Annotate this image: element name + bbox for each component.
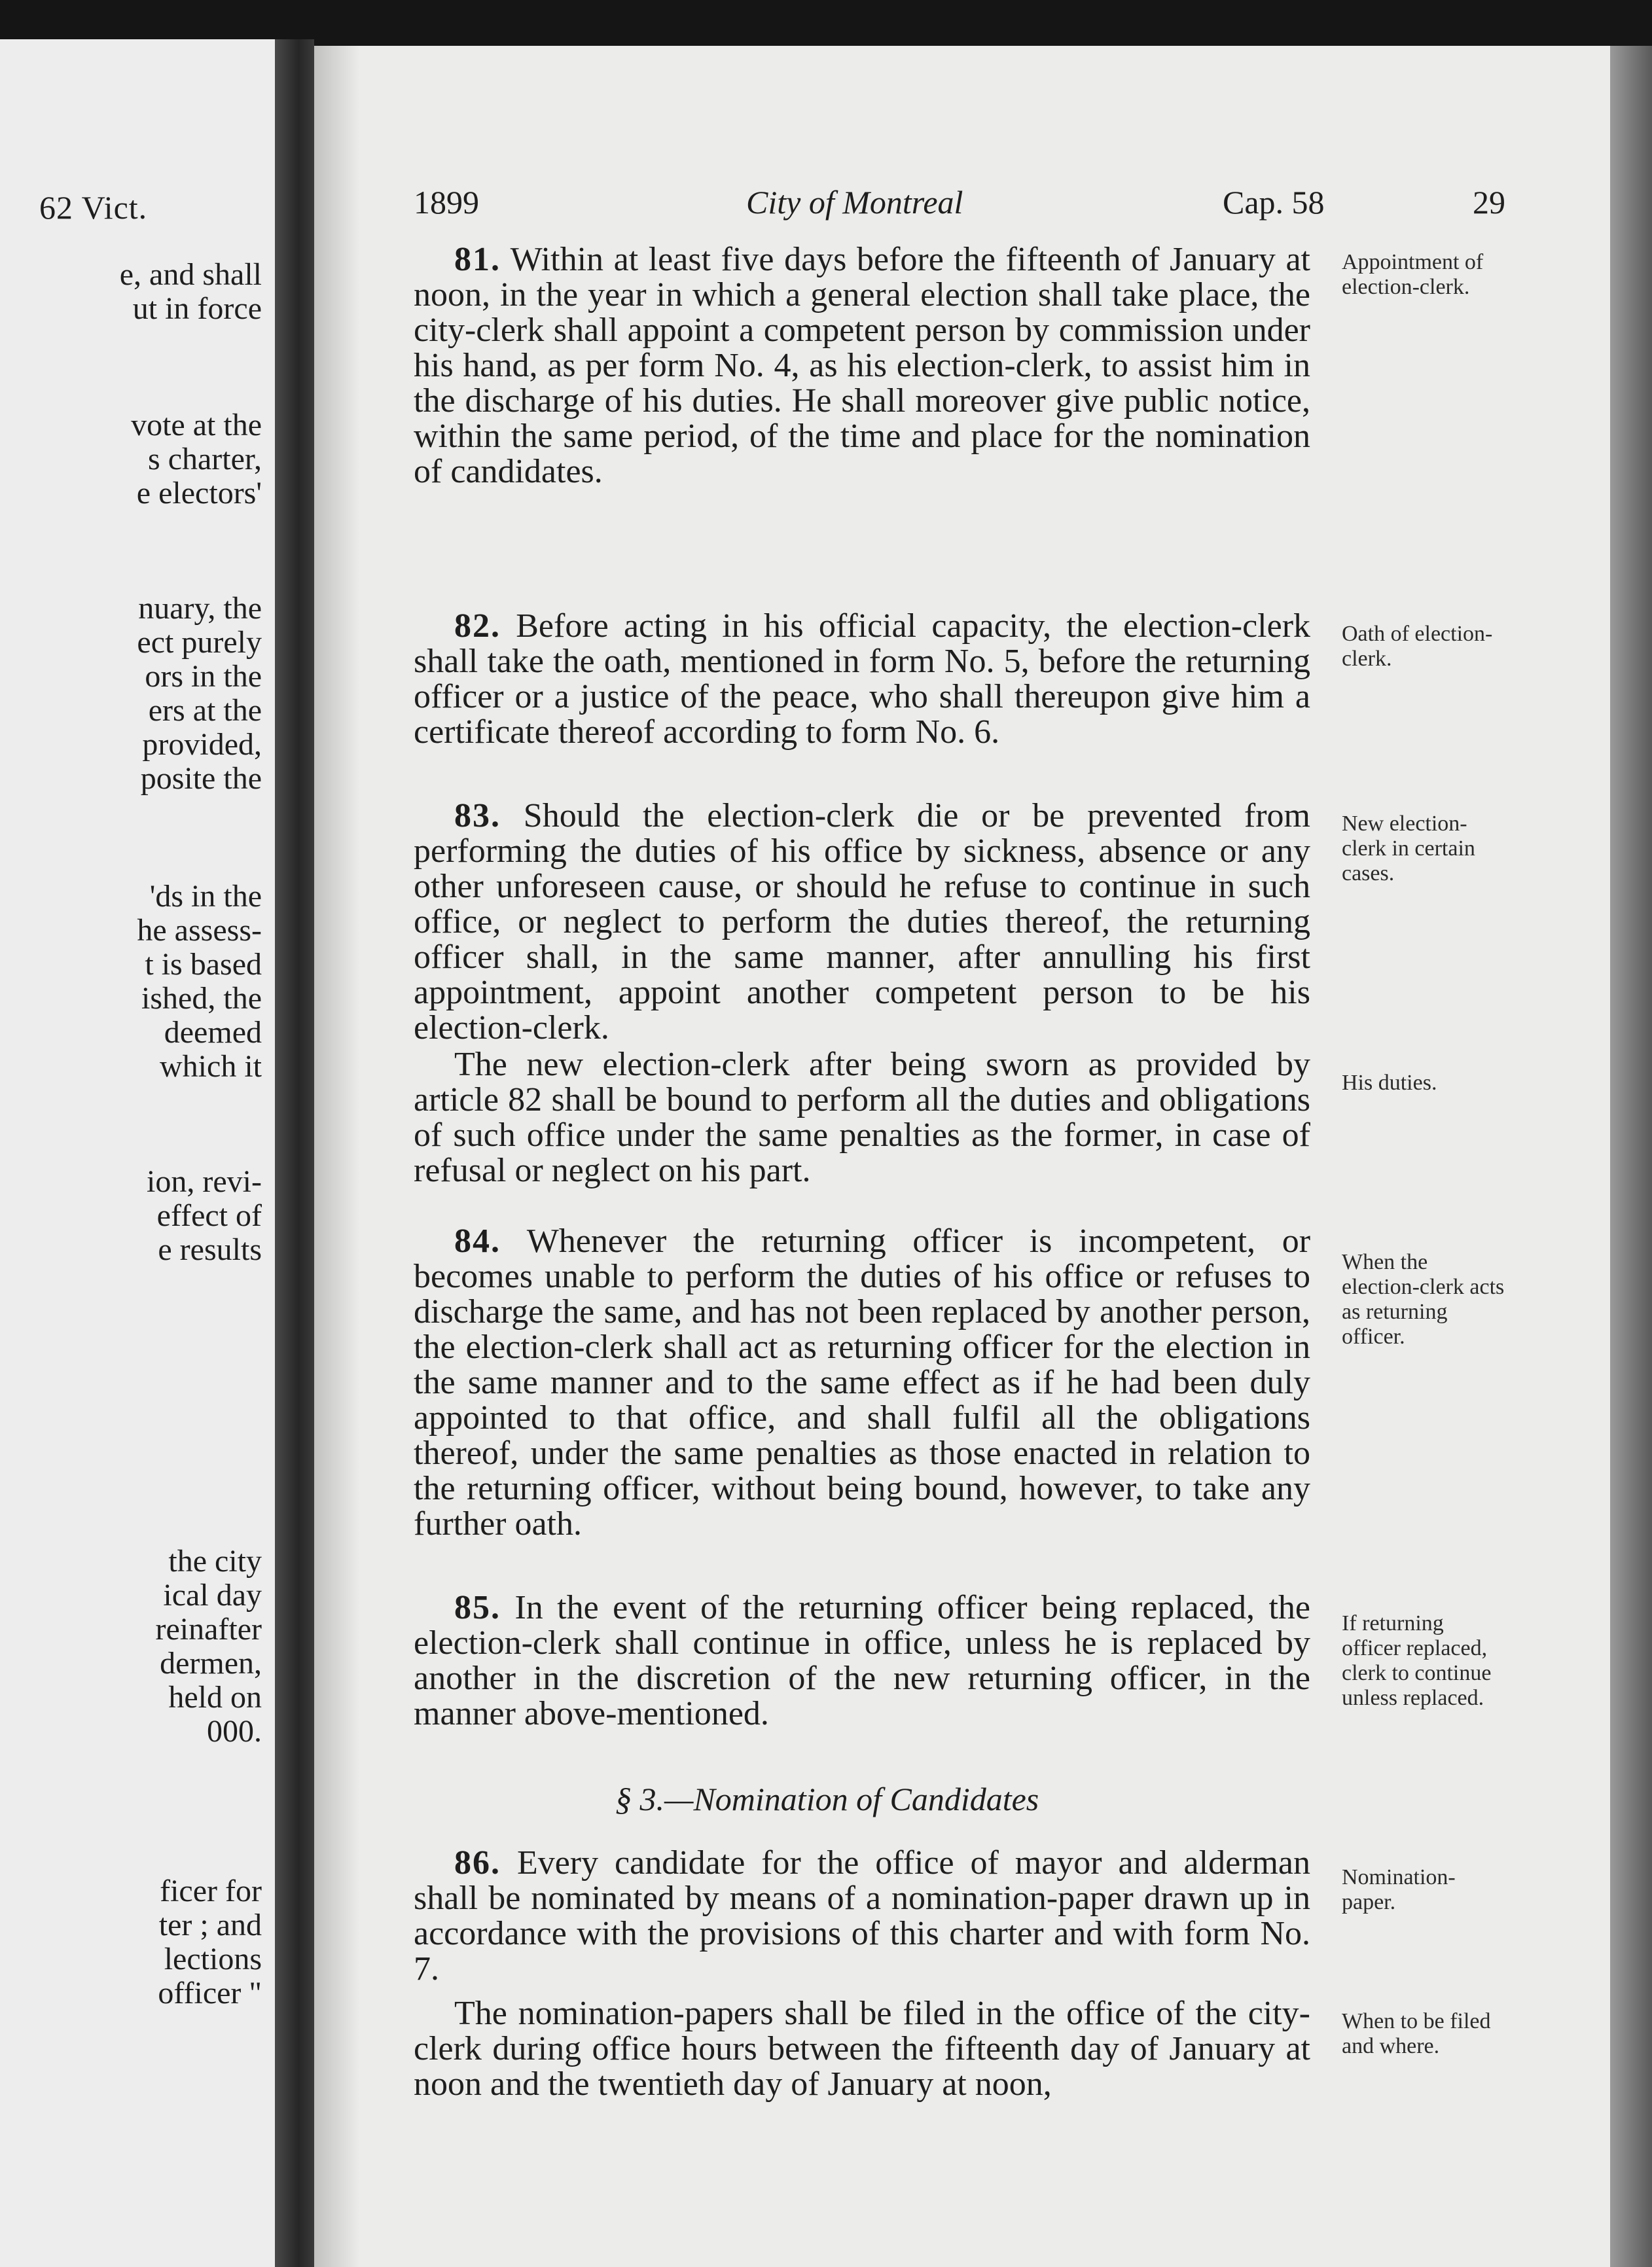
header-chapter: Cap. 58 bbox=[1223, 184, 1325, 221]
right-page bbox=[314, 46, 1610, 2267]
header-year: 1899 bbox=[414, 184, 479, 221]
left-page-line: ut in force bbox=[132, 291, 262, 326]
left-page-line: ficer for bbox=[160, 1874, 262, 1908]
margin-note-his-duties: His duties. bbox=[1342, 1071, 1437, 1095]
left-page-line: s charter, bbox=[148, 442, 262, 476]
article-82 bbox=[414, 609, 1310, 750]
left-page-line: posite the bbox=[140, 761, 262, 796]
margin-note-acts-returning: When the election-clerk acts as returning officer. bbox=[1342, 1250, 1505, 1349]
article-text: Should the election-clerk die or be prevented from performing the duties of his office by sickness, absence or any other unforeseen cause, or should he refuse to continue in such office, or neglect to perform the duties thereof, the returning officer shall, in the same manner, after annulling his first appointment, appoint another competent person to be his election-clerk. bbox=[414, 797, 1311, 1046]
article-text: Before acting in his official capacity, the election-clerk shall take the oath, mentioned in form No. 5, before the returning officer or a justice of the peace, who shall thereupon give him a certificate thereof according to form No. 6. bbox=[414, 607, 1311, 751]
article-number: 85. bbox=[454, 1589, 501, 1626]
left-page-line: lections bbox=[164, 1942, 262, 1976]
article-86-continued bbox=[414, 1996, 1310, 2102]
article-number: 84. bbox=[454, 1223, 501, 1260]
left-page-line: 000. bbox=[207, 1714, 262, 1749]
article-number: 81. bbox=[454, 241, 501, 278]
margin-note-nomination-paper: Nomination-paper. bbox=[1342, 1865, 1456, 1914]
article-text: Within at least five days before the fifteenth of January at noon, in the year in which a general election shall take place, the city-clerk shall appoint a competent person by commission under his hand, as per form No. 4, as his election-clerk, to assist him in the discharge of his duties. He shall moreover give public notice, within the same period, of the time and place for the nomination of candidates. bbox=[414, 241, 1310, 490]
left-page-line: deemed bbox=[164, 1015, 262, 1050]
left-page-header: 62 Vict. bbox=[39, 189, 148, 226]
left-page-line: ors in the bbox=[145, 659, 262, 694]
left-page-line: provided, bbox=[142, 727, 262, 762]
article-text: The new election-clerk after being sworn as provided by article 82 shall be bound to perform all the duties and obligations of such office under the same penalties as the former, in case of refusal or neglect on his part. bbox=[414, 1046, 1310, 1189]
margin-note-new-clerk: New election-clerk in certain cases. bbox=[1342, 812, 1475, 885]
margin-note-when-filed: When to be filed and where. bbox=[1342, 2009, 1491, 2058]
article-text: Whenever the returning officer is incompetent, or becomes unable to perform the duties of his office or refuses to discharge the same, and has not been replaced by another person, the election-clerk shall act as returning officer for the election in the same manner and to the same effect as if he had been duly appointed to that office, and shall fulfil all the obligations thereof, under the same penalties as those enacted in relation to the returning officer, without being bound, however, to take any further oath. bbox=[414, 1223, 1311, 1543]
header-title: City of Montreal bbox=[746, 184, 963, 221]
left-page-line: ished, the bbox=[141, 981, 262, 1016]
article-86 bbox=[414, 1846, 1310, 1987]
left-page-line: ter ; and bbox=[158, 1908, 262, 1942]
left-page-line: 'ds in the bbox=[149, 879, 262, 914]
article-81 bbox=[414, 242, 1310, 490]
margin-note-appointment: Appointment of election-clerk. bbox=[1342, 250, 1484, 299]
left-page-line: reinafter bbox=[155, 1612, 262, 1647]
article-text: Every candidate for the office of mayor and alderman shall be nominated by means of a nomination-paper drawn up in accordance with the provisions of this charter and with form No. 7. bbox=[414, 1844, 1311, 1988]
left-page-line: which it bbox=[160, 1049, 262, 1084]
article-number: 83. bbox=[454, 797, 501, 834]
left-page-line: t is based bbox=[145, 947, 262, 982]
left-page-line: officer " bbox=[158, 1976, 262, 2010]
section-heading: § 3.—Nomination of Candidates bbox=[615, 1781, 1039, 1817]
article-number: 82. bbox=[454, 607, 501, 645]
margin-note-oath: Oath of election-clerk. bbox=[1342, 622, 1493, 671]
left-page-line: dermen, bbox=[160, 1646, 262, 1681]
left-page-line: ion, revi- bbox=[147, 1164, 262, 1199]
left-page-line: nuary, the bbox=[138, 591, 262, 626]
article-84 bbox=[414, 1224, 1310, 1542]
article-number: 86. bbox=[454, 1844, 501, 1882]
left-page-line: held on bbox=[168, 1680, 262, 1715]
left-page-line: effect of bbox=[156, 1198, 262, 1233]
binding-shadow bbox=[275, 39, 314, 2267]
article-83-continued bbox=[414, 1047, 1310, 1188]
left-page-line: ers at the bbox=[148, 693, 262, 728]
left-page-line: e, and shall bbox=[119, 257, 262, 292]
article-text: In the event of the returning officer being replaced, the election-clerk shall continue in office, unless he is replaced by another in the discretion of the new returning officer, in the manner above-mentioned. bbox=[414, 1589, 1310, 1732]
left-page-line: e results bbox=[158, 1232, 262, 1267]
article-text: The nomination-papers shall be filed in the office of the city-clerk during office hours between the fifteenth day of January at noon and the twentieth day of January at noon, bbox=[414, 1995, 1310, 2103]
left-page-line: e electors' bbox=[136, 476, 262, 510]
left-page bbox=[0, 39, 275, 2267]
gutter-shadow bbox=[314, 46, 360, 2267]
left-page-line: vote at the bbox=[131, 408, 262, 442]
page-number: 29 bbox=[1473, 184, 1505, 221]
article-83 bbox=[414, 798, 1310, 1046]
article-85 bbox=[414, 1590, 1310, 1732]
left-page-line: he assess- bbox=[137, 913, 262, 948]
left-page-line: the city bbox=[168, 1544, 262, 1579]
left-page-line: ical day bbox=[163, 1578, 262, 1613]
margin-note-if-replaced: If returning officer replaced, clerk to continue unless replaced. bbox=[1342, 1611, 1492, 1710]
left-page-line: ect purely bbox=[137, 625, 262, 660]
page-edge bbox=[1610, 46, 1652, 2267]
